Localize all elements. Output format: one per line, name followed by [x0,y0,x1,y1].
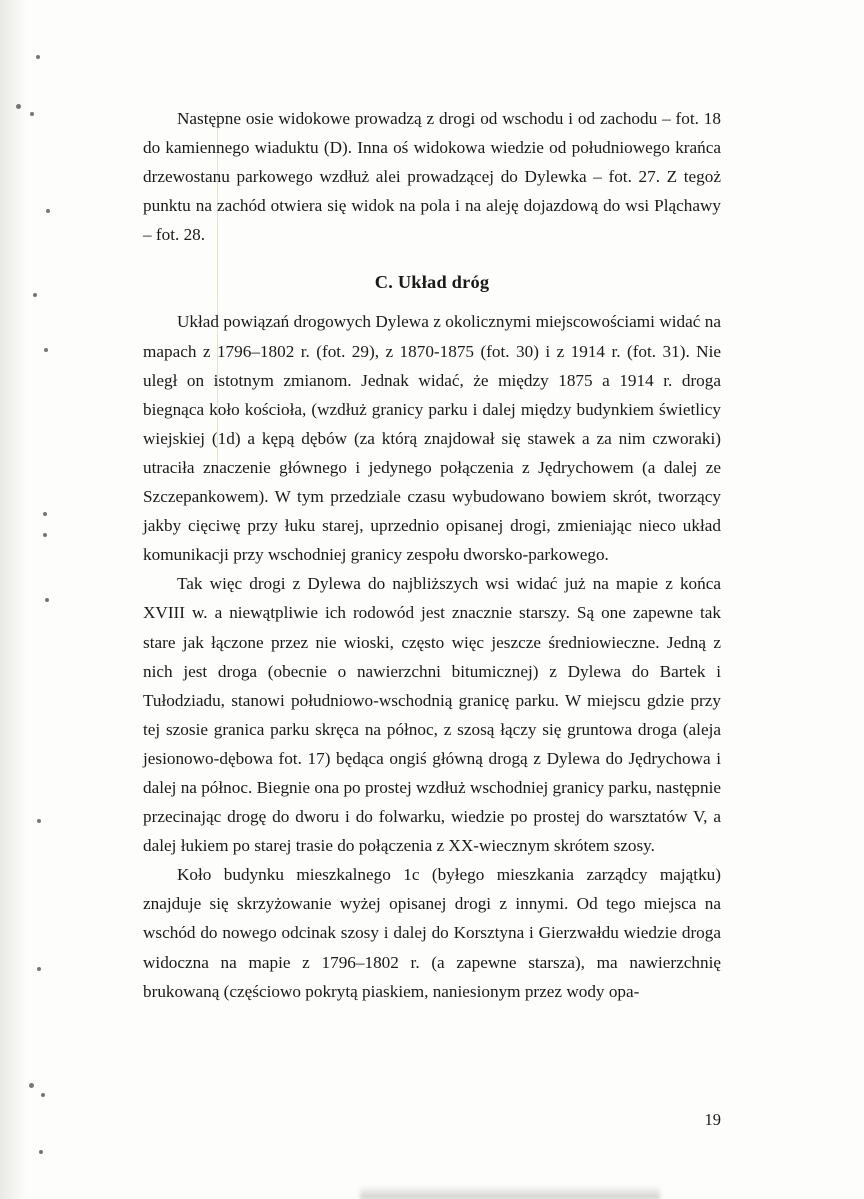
page-number: 19 [704,1110,721,1129]
dust-speck [29,1083,34,1088]
page-edge-shading [0,0,26,1199]
dust-speck [39,1150,43,1154]
page-text-body [143,104,721,1129]
paragraph-2: Układ powiązań drogowych Dylewa z okolicznymi miejscowościami widać na mapach z 1796–1802 r. (fot. 29), z 1870-1875 (fot. 30) i z 1914 r. (fot. 31). Nie uległ on istotnym zmianom. Jednak widać, że między 1875 a 1914 r. droga biegnąca koło kościoła, (wzdłuż granicy parku i dalej między budynkiem świetlicy wiejskiej (1d) a kępą dębów (za którą znajdował się stawek a za nim czworaki) utraciła znaczenie głównego i jedynego połączenia z Jędrychowem (a dalej ze Szczepankowem). W tym przedziale czasu wybudowano bowiem skrót, tworzący jakby cięciwę przy łuku starej, uprzednio opisanej drogi, zmieniając nieco układ komunikacji przy wschodniej granicy zespołu dworsko-parkowego. [143,312,721,565]
dust-speck [43,533,47,537]
dust-speck [37,819,41,823]
paragraph-3: Tak więc drogi z Dylewa do najbliższych wsi widać już na mapie z końca XVIII w. a niewątpliwie ich rodowód jest znacznie starszy. Są one zapewne tak stare jak łączone przez nie wioski, często więc jeszcze średniowieczne. Jedną z nich jest droga (obecnie o nawierzchni bitumicznej) z Dylewa do Bartek i Tułodziadu, stanowi południowo-wschodnią granicę parku. W miejscu gdzie przy tej szosie granica parku skręca na północ, z szosą łączy się gruntowa droga (aleja jesionowo-dębowa fot. 17) będąca ongiś główną drogą z Dylewa do Jędrychowa i dalej na północ. Biegnie ona po prostej wzdłuż wschodniej granicy parku, następnie przecinając drogę do dworu i do folwarku, wiedzie po prostej do warsztatów V, a dalej łukiem po starej trasie do połączenia z XX-wiecznym skrótem szosy. [143,574,721,856]
dust-speck [36,55,40,59]
section-heading: C. Układ dróg [374,272,490,293]
dust-speck [43,512,47,516]
dust-speck [45,598,49,602]
bottom-edge-shadow [360,1186,660,1199]
dust-speck [44,348,48,352]
dust-speck [37,967,41,971]
dust-speck [41,1093,45,1097]
dust-speck [16,104,21,109]
paragraph-1: Następne osie widokowe prowadzą z drogi od wschodu i od zachodu – fot. 18 do kamiennego wiaduktu (D). Inna oś widokowa wiedzie od południowego krańca drzewostanu parkowego wzdłuż alei prowadzącej do Dylewka – fot. 27. Z tegoż punktu na zachód otwiera się widok na pola i na aleję dojazdową do wsi Pląchawy – fot. 28. [143,109,721,245]
dust-speck [33,293,37,297]
paragraph-4: Koło budynku mieszkalnego 1c (byłego mieszkania zarządcy majątku) znajduje się skrzyżowanie wyżej opisanej drogi z innymi. Od tego miejsca na wschód do nowego odcinak szosy i dalej do Korsztyna i Gierzwałdu wiedzie droga widoczna na mapie z 1796–1802 r. (a zapewne starsza), ma nawierzchnię brukowaną (częściowo pokrytą piaskiem, naniesionym przez wody opa- [143,865,721,1001]
dust-speck [46,209,50,213]
dust-speck [30,112,34,116]
